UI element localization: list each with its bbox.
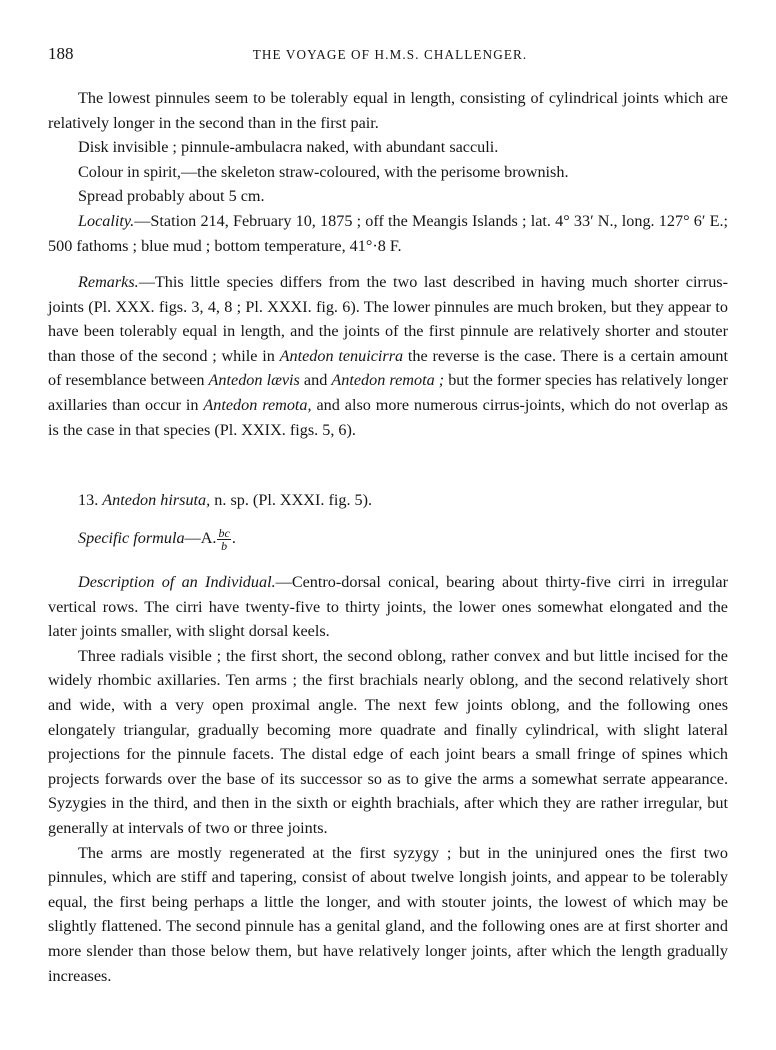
remarks-text-5: and also more numerous cirrus-joints, which do not overlap as is the case in that species (Pl. XXIX. figs. 5, 6). xyxy=(48,395,728,439)
species-heading xyxy=(78,488,728,513)
description-block xyxy=(48,570,728,988)
page-number: 188 xyxy=(48,44,74,63)
formula-prefix: —A. xyxy=(184,529,217,547)
paragraph-description-2: Three radials visible ; the first short, the second oblong, rather convex and but little incised for the widely rhombic axillaries. Ten arms ; the first brachials nearly oblong, and the second relatively short and wide, with a very open proximal angle. The next few joints oblong, and the following ones elongately triangular, gradually becoming more quadrate and finally cylindrical, with slight lateral projections for the pinnule facets. The distal edge of each joint bears a small fringe of spines which projects forwards over the base of its successor so as to give the arms a somewhat serrate appearance. Syzygies in the third, and then in the sixth or eighth brachials, after which they are rather irregular, but generally at intervals of two or three joints. xyxy=(48,646,728,837)
remarks-label: Remarks. xyxy=(78,273,139,291)
remarks-text-1: —This little species differs from the two last described in having much shorter cirrus-joints (Pl. XXX. figs. 3, 4, 8 ; Pl. XXXI. fig. 6). The lower pinnules are much broken, but they appear to have been tolerably equal in length, and the joints of the first pinnule are relatively shorter and stouter than those of the second ; while in xyxy=(48,273,728,365)
formula-denominator: b xyxy=(221,538,228,553)
remarks-text-2: the reverse is the case. There is a certain amount of resemblance between xyxy=(48,346,729,390)
page-header xyxy=(48,44,732,68)
remarks-text-4: but the former species has relatively longer axillaries than occur in xyxy=(48,371,728,414)
locality-label: Locality. xyxy=(78,211,135,230)
paragraph-spread: Spread probably about 5 cm. xyxy=(78,187,265,206)
species-rest: n. sp. (Pl. XXXI. fig. 5). xyxy=(214,491,373,509)
specific-formula xyxy=(78,526,728,552)
paragraph-remarks xyxy=(48,270,728,442)
locality-text: —Station 214, February 10, 1875 ; off the Meangis Islands ; lat. 4° 33′ N., long. 127° 6′ E.; 500 fathoms ; blue mud ; bottom temperature, 41°·8 F. xyxy=(48,211,728,255)
paragraph-description-3: The arms are mostly regenerated at the first syzygy ; but in the uninjured ones the first two pinnules, which are stiff and tapering, consist of about twelve longish joints, and appear to be tolerably equal, the first being perhaps a little the longer, and with stouter joints, the lowest of which may be slightly flattened. The second pinnule has a genital gland, and the following ones are at first shorter and more slender than those below them, but have relatively longer joints, after which the length gradually increases. xyxy=(48,843,728,985)
remarks-block xyxy=(48,270,728,442)
formula-label: Specific formula xyxy=(78,529,185,547)
species-name-tenuicirra: Antedon tenuicirra xyxy=(279,346,404,365)
species-name-laevis: Antedon lævis xyxy=(208,371,300,390)
paragraph-description-1 xyxy=(48,570,728,644)
remarks-text-3: and xyxy=(299,371,332,390)
species-name-remota-2: Antedon remota, xyxy=(203,395,312,414)
formula-fraction xyxy=(217,527,230,552)
species-name: Antedon hirsuta, xyxy=(102,491,211,509)
intro-block xyxy=(48,86,728,258)
paragraph-disk: Disk invisible ; pinnule-ambulacra naked, with abundant sacculi. xyxy=(78,138,499,157)
paragraph-lowest-pinnules: The lowest pinnules seem to be tolerably equal in length, consisting of cylindrical joints which are relatively longer in the second than in the first pair. xyxy=(48,89,728,132)
description-text-1: —Centro-dorsal conical, bearing about thirty-five cirri in irregular vertical rows. The cirri have twenty-five to thirty joints, the lower ones somewhat elongated and the later joints smaller, with slight dorsal keels. xyxy=(48,573,728,641)
formula-end: . xyxy=(231,529,236,547)
running-title: THE VOYAGE OF H.M.S. CHALLENGER. xyxy=(252,47,528,62)
species-name-remota: Antedon remota ; xyxy=(331,371,445,390)
species-number: 13. xyxy=(78,491,99,509)
paragraph-locality xyxy=(48,209,728,258)
paragraph-colour: Colour in spirit,—the skeleton straw-coloured, with the perisome brownish. xyxy=(78,162,569,181)
formula-numerator: bc xyxy=(218,525,230,540)
description-label: Description of an Individual. xyxy=(78,573,276,591)
